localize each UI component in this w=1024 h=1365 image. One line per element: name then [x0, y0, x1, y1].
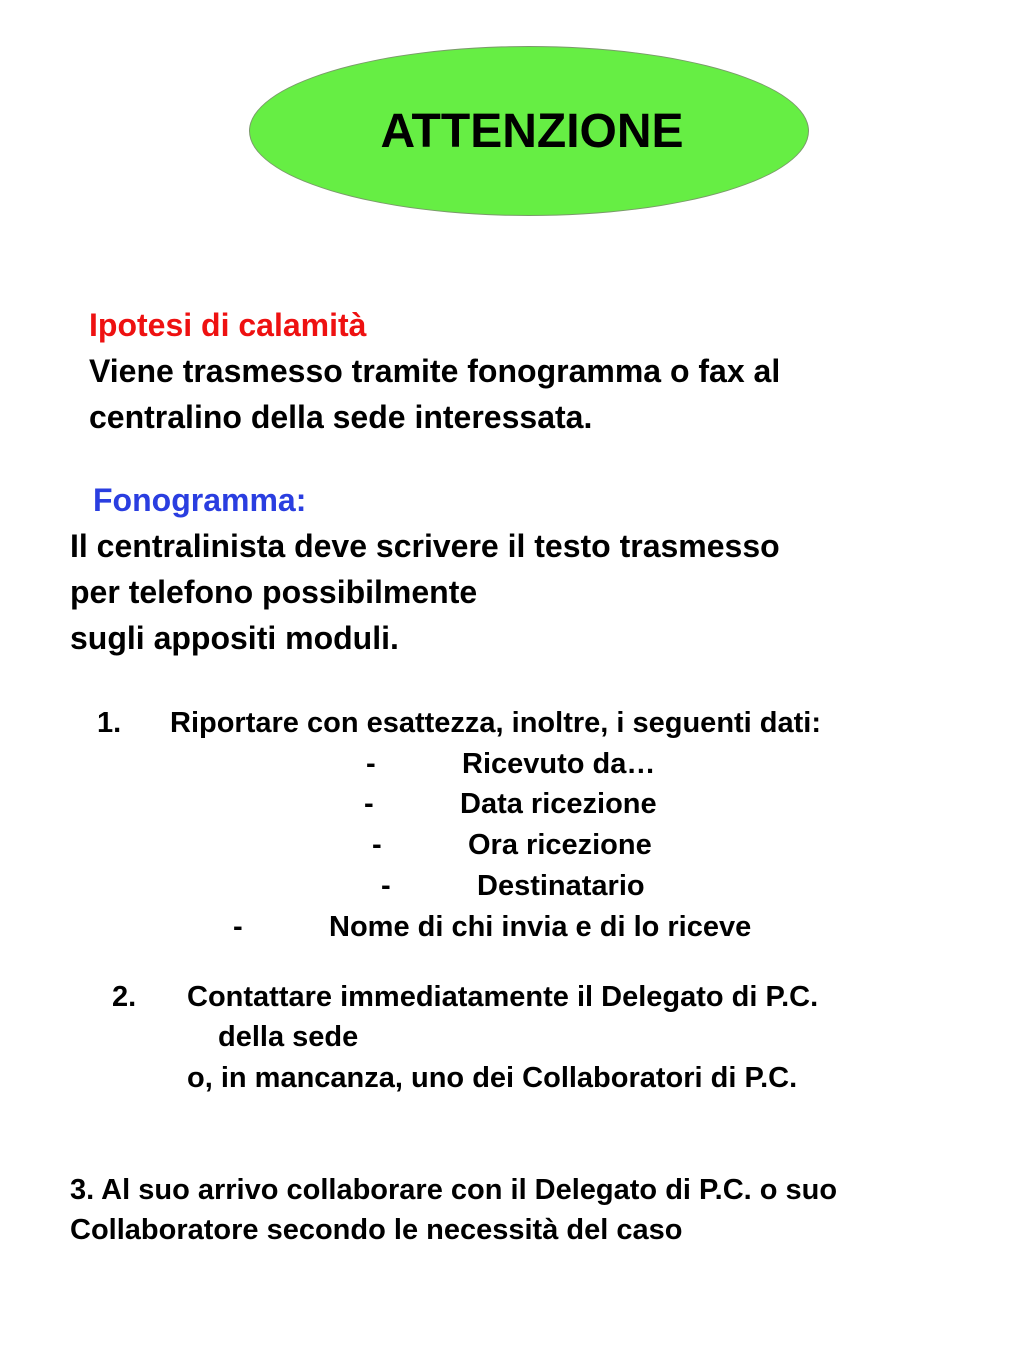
list-item-bullet: - — [233, 911, 243, 943]
step-3-line-2: Collaboratore secondo le necessità del caso — [70, 1214, 683, 1246]
attention-badge — [249, 46, 809, 216]
step-3-line-1: 3. Al suo arrivo collaborare con il Delegato di P.C. o suo — [70, 1174, 838, 1206]
list-item-label: Ricevuto da… — [462, 748, 656, 780]
calamity-line-1: Viene trasmesso tramite fonogramma o fax al — [89, 353, 781, 389]
list-item-label: Destinatario — [477, 870, 645, 902]
step-2-number: 2. — [112, 981, 137, 1013]
step-1-number: 1. — [97, 707, 122, 739]
calamity-line-2: centralino della sede interessata. — [89, 399, 593, 435]
list-item-bullet: - — [364, 788, 374, 820]
list-item-bullet: - — [381, 870, 391, 902]
badge-title: ATTENZIONE — [380, 104, 684, 158]
step-2-line-2: della sede — [218, 1021, 359, 1053]
step-2-line-1: Contattare immediatamente il Delegato di P.C. — [187, 981, 819, 1013]
list-item-label: Ora ricezione — [468, 829, 652, 861]
step-1-row — [97, 709, 947, 741]
step-2-line-3: o, in mancanza, uno dei Collaboratori di P.C. — [187, 1062, 798, 1094]
fonogramma-line-3: sugli appositi moduli. — [70, 620, 399, 656]
list-item-label: Data ricezione — [460, 788, 657, 820]
list-item — [381, 872, 645, 901]
list-item-bullet: - — [372, 829, 382, 861]
fonogramma-line-1: Il centralinista deve scrivere il testo trasmesso — [70, 528, 780, 564]
list-item-label: Nome di chi invia e di lo riceve — [329, 911, 752, 943]
calamity-heading: Ipotesi di calamità — [89, 307, 367, 343]
list-item — [366, 750, 655, 779]
fonogramma-line-2: per telefono possibilmente — [70, 574, 478, 610]
list-item — [364, 790, 657, 819]
list-item — [372, 831, 652, 860]
step-1-text: Riportare con esattezza, inoltre, i seguenti dati: — [170, 707, 822, 739]
list-item — [233, 913, 751, 942]
list-item-bullet: - — [366, 748, 376, 780]
fonogramma-heading: Fonogramma: — [93, 482, 307, 518]
